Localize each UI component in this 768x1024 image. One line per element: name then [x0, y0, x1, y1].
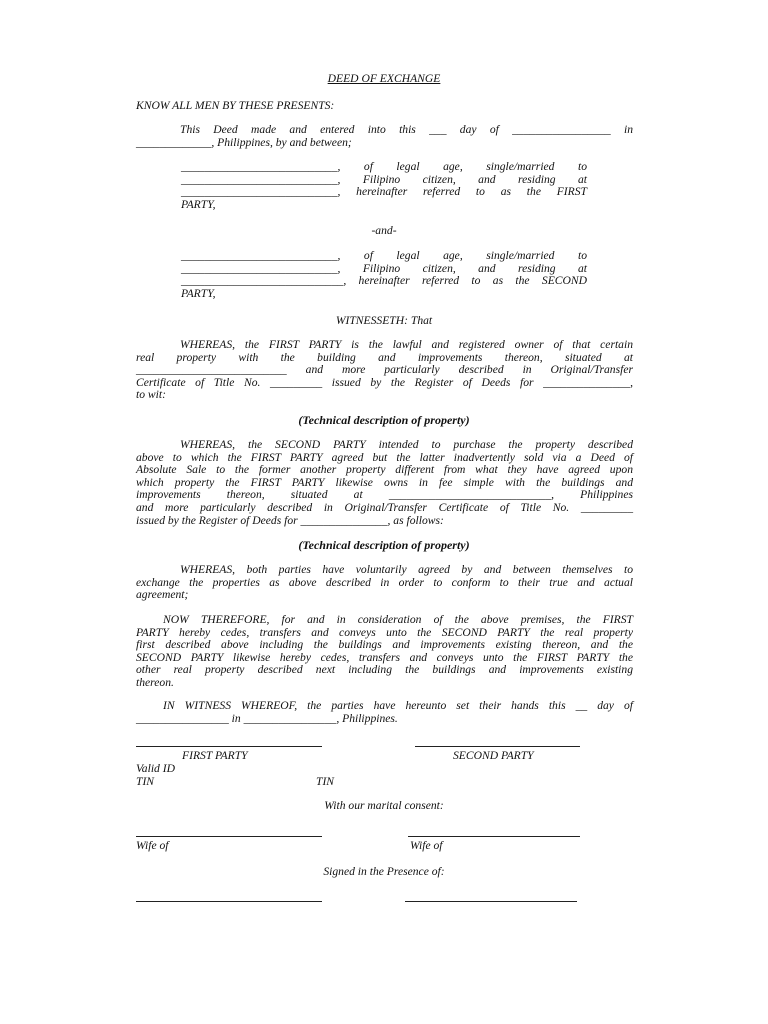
intro-line: This Deed made and entered into this ___ day of _________________ in [180, 123, 633, 136]
and-separator: -and- [371, 224, 397, 237]
first-party-line: PARTY, [181, 197, 216, 211]
second-party-line: ___________________________, of legal age, single/married to [181, 249, 587, 262]
whereas-first-paragraph [136, 339, 633, 402]
now-therefore-line: other real property described next including the buildings and improvements existing [136, 663, 633, 677]
first-party-label: FIRST PARTY [182, 749, 248, 762]
whereas-third-paragraph [136, 564, 633, 602]
whereas-second-paragraph [136, 439, 633, 527]
witness-right-signature-line [405, 901, 577, 902]
whereas-first-line: WHEREAS, the FIRST PARTY is the lawful and registered owner of that certain [180, 338, 633, 351]
now-therefore-line: SECOND PARTY likewise hereby cedes, transfers and conveys unto the FIRST PARTY the [136, 650, 633, 664]
intro-line: _____________, Philippines, by and between; [136, 135, 352, 149]
signed-presence-label: Signed in the Presence of: [323, 865, 445, 878]
marital-consent-label: With our marital consent: [324, 799, 444, 812]
whereas-second-line: issued by the Register of Deeds for _______________, as follows: [136, 513, 444, 527]
whereas-third-line: WHEREAS, both parties have voluntarily agreed by and between themselves to [180, 563, 633, 576]
whereas-first-line: Certificate of Title No. _________ issued by the Register of Deeds for _______________, [136, 375, 633, 389]
know-all-men-heading: KNOW ALL MEN BY THESE PRESENTS: [136, 99, 335, 112]
now-therefore-line: NOW THEREFORE, for and in consideration of the above premises, the FIRST [163, 613, 633, 626]
first-party-line: ___________________________, Filipino citizen, and residing at [181, 172, 587, 186]
document-title: DEED OF EXCHANGE [327, 72, 441, 85]
first-party-signature-line [136, 746, 322, 747]
tin-left-label: TIN [136, 775, 155, 788]
in-witness-line: IN WITNESS WHEREOF, the parties have hereunto set their hands this __ day of [163, 699, 633, 712]
whereas-second-line: improvements thereon, situated at ____________________________, Philippines [136, 488, 633, 502]
now-therefore-line: PARTY hereby cedes, transfers and conveys unto the SECOND PARTY the real property [136, 625, 633, 639]
whereas-second-line: above to which the FIRST PARTY agreed but the latter inadvertently sold via a Deed of [136, 450, 633, 464]
in-witness-paragraph [136, 700, 633, 725]
now-therefore-line: first described above including the buildings and improvements existing thereon, and the [136, 638, 633, 652]
wife-of-right-label: Wife of [410, 839, 443, 852]
whereas-second-line: which property the FIRST PARTY likewise owns in fee simple with the buildings and [136, 475, 633, 489]
wife-right-signature-line [408, 836, 580, 837]
second-party-block [181, 250, 587, 300]
second-party-line: ____________________________, hereinafter referred to as the SECOND [181, 274, 587, 288]
whereas-first-line: real property with the building and improvements thereon, situated at [136, 350, 633, 364]
intro-paragraph [136, 124, 633, 149]
whereas-second-line: and more particularly described in Original/Transfer Certificate of Title No. _________ [136, 500, 633, 514]
witnesseth-heading: WITNESSETH: That [335, 314, 433, 327]
tin-right-label: TIN [316, 775, 335, 788]
whereas-third-line: agreement; [136, 588, 189, 602]
whereas-first-line: to wit: [136, 388, 166, 402]
first-party-block [181, 161, 587, 211]
valid-id-label: Valid ID [136, 762, 175, 775]
now-therefore-line: thereon. [136, 675, 174, 689]
second-party-line: ___________________________, Filipino citizen, and residing at [181, 261, 587, 275]
technical-description-1: (Technical description of property) [298, 413, 470, 427]
witness-left-signature-line [136, 901, 322, 902]
wife-of-left-label: Wife of [136, 839, 169, 852]
first-party-line: ___________________________, of legal age, single/married to [181, 160, 587, 173]
whereas-third-line: exchange the properties as above described in order to conform to their true and actual [136, 575, 633, 589]
technical-description-2: (Technical description of property) [298, 538, 470, 552]
in-witness-line: ________________ in ________________, Philippines. [136, 711, 398, 725]
wife-left-signature-line [136, 836, 322, 837]
second-party-line: PARTY, [181, 286, 216, 300]
now-therefore-paragraph [136, 614, 633, 690]
first-party-line: ___________________________, hereinafter referred to as the FIRST [181, 185, 587, 199]
second-party-signature-line [415, 746, 580, 747]
whereas-first-line: __________________________ and more particularly described in Original/Transfer [136, 363, 633, 377]
whereas-second-line: WHEREAS, the SECOND PARTY intended to purchase the property described [180, 438, 633, 451]
second-party-label: SECOND PARTY [453, 749, 534, 762]
whereas-second-line: Absolute Sale to the former another property different from what they have agreed upon [136, 463, 633, 477]
